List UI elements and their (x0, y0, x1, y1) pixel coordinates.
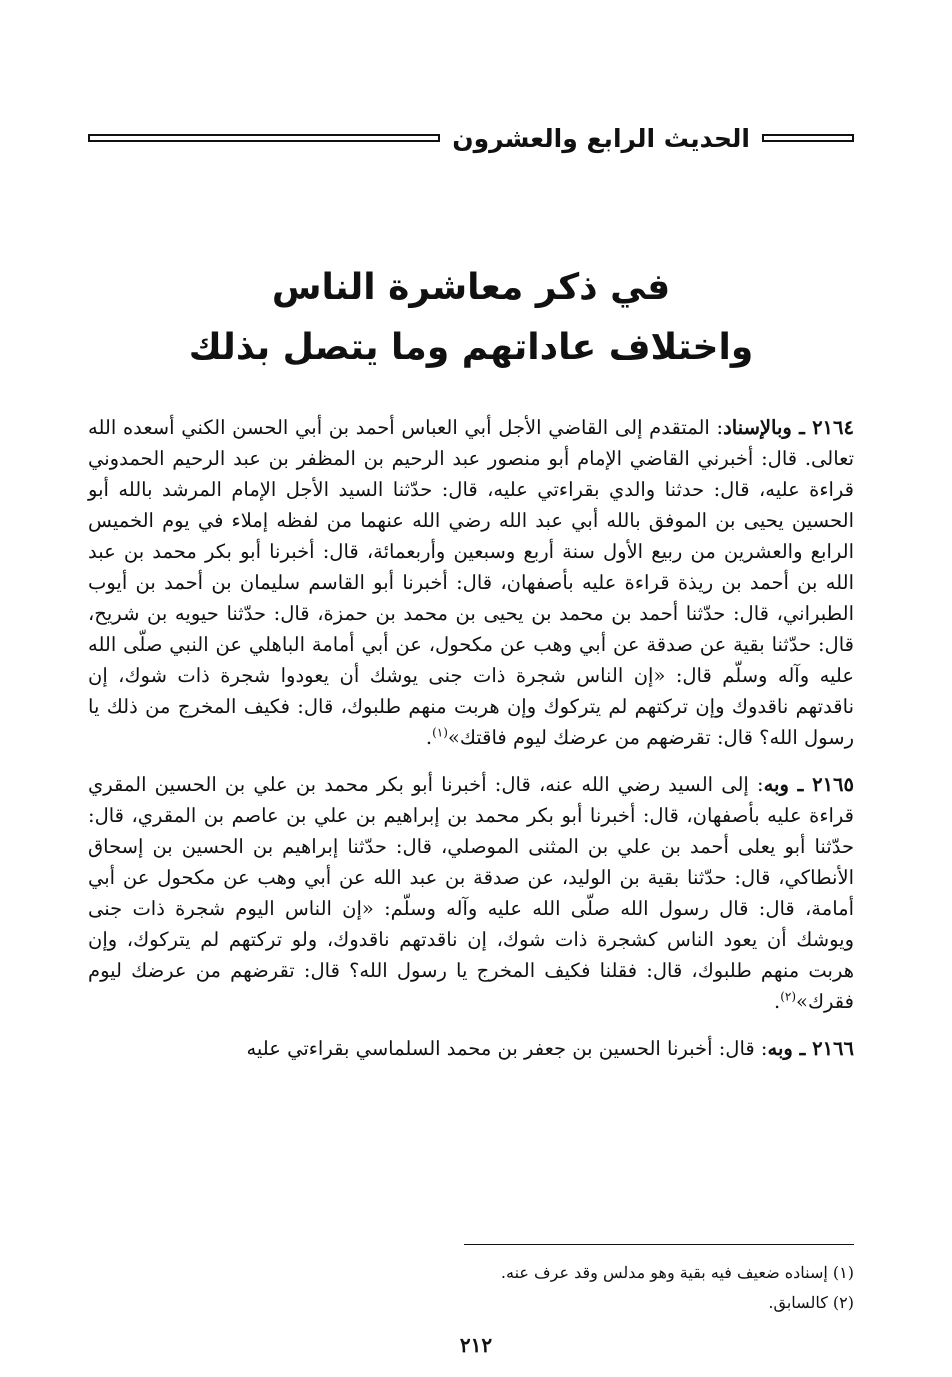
page-number: ٢١٢ (459, 1333, 493, 1357)
hadith-number: ٢١٦٤ (812, 416, 854, 439)
chapter-title-line-2: واختلاف عاداتهم وما يتصل بذلك (188, 327, 754, 368)
hadith-lead: وبالإسناد (723, 416, 792, 439)
hadith-paragraph: ٢١٦٥ ـ وبه: إلى السيد رضي الله عنه، قال: أخبرنا أبو بكر محمد بن علي بن الحسين المقري قراءة عليه بأصفهان، قال: أخبرنا أبو بكر محمد بن إبراهيم بن علي بن عاصم بن المقري، قال: حدّثنا أبو يعلى أحمد بن علي بن المثنى الموصلي، قال: حدّثنا إبراهيم بن الحسين بن إسحاق الأنطاكي، قال: حدّثنا بقية بن الوليد، عن صدقة بن عبد الله عن أبي وهب عن مكحول عن أبي أمامة، قال: قال رسول الله صلّى الله عليه وآله وسلّم: «إن الناس اليوم شجرة ذات جنى ويوشك أن يعود الناس كشجرة ذات شوك، إن ناقدتهم ناقدوك، ولو تركتهم لم يتركوك، وإن هربت منهم طلبوك، قال: فقلنا فكيف المخرج يا رسول الله؟ قال: تقرضهم من عرضك ليوم فقرك»$^{(٢)}$. (88, 773, 854, 1013)
hadith-number: ٢١٦٥ (812, 773, 854, 796)
hadith-text: : المتقدم إلى القاضي الأجل أبي العباس أحمد بن أبي الحسن الكني أسعده الله تعالى. قال: أخبرني القاضي الإمام أبو منصور عبد الرحيم بن المظفر بن عبد الرحيم الحمدوني قراءة عليه، قال: حدثنا والدي بقراءتي عليه، قال: حدّثنا السيد الأجل الإمام المرشد بالله أبو الحسين يحيى بن الموفق بالله أبي عبد الله رضي الله عنهما من لفظه إملاء في يوم الخميس الرابع والعشرين من ربيع الأول سنة أربع وسبعين وأربعمائة، قال: أخبرنا أبو بكر محمد بن عبد الله بن أحمد بن ريذة قراءة عليه بأصفهان، قال: أخبرنا أبو القاسم سليمان بن أحمد بن أيوب الطبراني، قال: حدّثنا أحمد بن محمد بن يحيى بن محمد بن حمزة، قال: حدّثنا حيويه بن شريح، قال: حدّثنا بقية عن صدقة عن أبي وهب عن مكحول، عن أبي أمامة الباهلي عن النبي صلّى الله عليه وآله وسلّم قال: «إن الناس شجرة ذات جنى يوشك أن يعودوا شجرة ذات شوك، إن ناقدتهم ناقدوك وإن تركتهم لم يتركوك وإن هربت منهم طلبوك، قال: فكيف المخرج من ذلك يا رسول الله؟ قال: تقرضهم من عرضك ليوم فاقتك» (88, 416, 854, 749)
running-header (88, 118, 854, 158)
hadith-lead: وبه (763, 773, 789, 796)
hadith-end: . (774, 990, 781, 1013)
hadith-paragraph: ٢١٦٦ ـ وبه: قال: أخبرنا الحسين بن جعفر بن محمد السلماسي بقراءتي عليه (246, 1037, 854, 1060)
hadith-paragraph: ٢١٦٤ ـ وبالإسناد: المتقدم إلى القاضي الأجل أبي العباس أحمد بن أبي الحسن الكني أسعده الله تعالى. قال: أخبرني القاضي الإمام أبو منصور عبد الرحيم بن المظفر بن عبد الرحيم الحمدوني قراءة عليه، قال: حدثنا والدي بقراءتي عليه، قال: حدّثنا السيد الأجل الإمام المرشد بالله أبو الحسين يحيى بن الموفق بالله أبي عبد الله رضي الله عنهما من لفظه إملاء في يوم الخميس الرابع والعشرين من ربيع الأول سنة أربع وسبعين وأربعمائة، قال: أخبرنا أبو بكر محمد بن عبد الله بن أحمد بن ريذة قراءة عليه بأصفهان، قال: أخبرنا أبو القاسم سليمان بن أحمد بن أيوب الطبراني، قال: حدّثنا أحمد بن محمد بن يحيى بن محمد بن حمزة، قال: حدّثنا حيويه بن شريح، قال: حدّثنا بقية عن صدقة عن أبي وهب عن مكحول، عن أبي أمامة الباهلي عن النبي صلّى الله عليه وآله وسلّم قال: «إن الناس شجرة ذات جنى يوشك أن يعودوا شجرة ذات شوك، إن ناقدتهم ناقدوك وإن تركتهم لم يتركوك وإن هربت منهم طلبوك، قال: فكيف المخرج من ذلك يا رسول الله؟ قال: تقرضهم من عرضك ليوم فاقتك»$^{(١)}$. (88, 416, 854, 749)
footnote-divider (464, 1244, 854, 1245)
footnote-ref: (١) (432, 725, 448, 740)
hadith-text: : إلى السيد رضي الله عنه، قال: أخبرنا أبو بكر محمد بن علي بن الحسين المقري قراءة عليه بأصفهان، قال: أخبرنا أبو بكر محمد بن إبراهيم بن علي بن عاصم بن المقري، قال: حدّثنا أبو يعلى أحمد بن علي بن المثنى الموصلي، قال: حدّثنا إبراهيم بن الحسين بن إسحاق الأنطاكي، قال: حدّثنا بقية بن الوليد، عن صدقة بن عبد الله عن أبي وهب عن مكحول عن أبي أمامة، قال: قال رسول الله صلّى الله عليه وآله وسلّم: «إن الناس اليوم شجرة ذات جنى ويوشك أن يعود الناس كشجرة ذات شوك، إن ناقدتهم ناقدوك، ولو تركتهم لم يتركوك، وإن هربت منهم طلبوك، قال: فقلنا فكيف المخرج يا رسول الله؟ قال: تقرضهم من عرضك ليوم فقرك» (88, 773, 854, 1013)
header-rule-short (762, 134, 854, 142)
main-text (88, 412, 854, 1064)
footnote-1: (١) إسناده ضعيف فيه بقية وهو مدلس وقد عرف عنه. (500, 1263, 854, 1282)
footnote-ref: (٢) (780, 989, 797, 1004)
hadith-lead: وبه (767, 1037, 793, 1060)
hadith-text: : قال: أخبرنا الحسين بن جعفر بن محمد السلماسي بقراءتي عليه (246, 1037, 768, 1060)
header-rule-long (88, 134, 440, 142)
header-title: الحديث الرابع والعشرون (452, 123, 750, 153)
hadith-number: ٢١٦٦ (812, 1037, 854, 1060)
hadith-end: . (425, 726, 433, 749)
footnotes (254, 1258, 854, 1318)
chapter-title (88, 258, 854, 378)
footnote-2: (٢) كالسابق. (768, 1293, 854, 1312)
chapter-title-line-1: في ذكر معاشرة الناس (271, 267, 671, 308)
